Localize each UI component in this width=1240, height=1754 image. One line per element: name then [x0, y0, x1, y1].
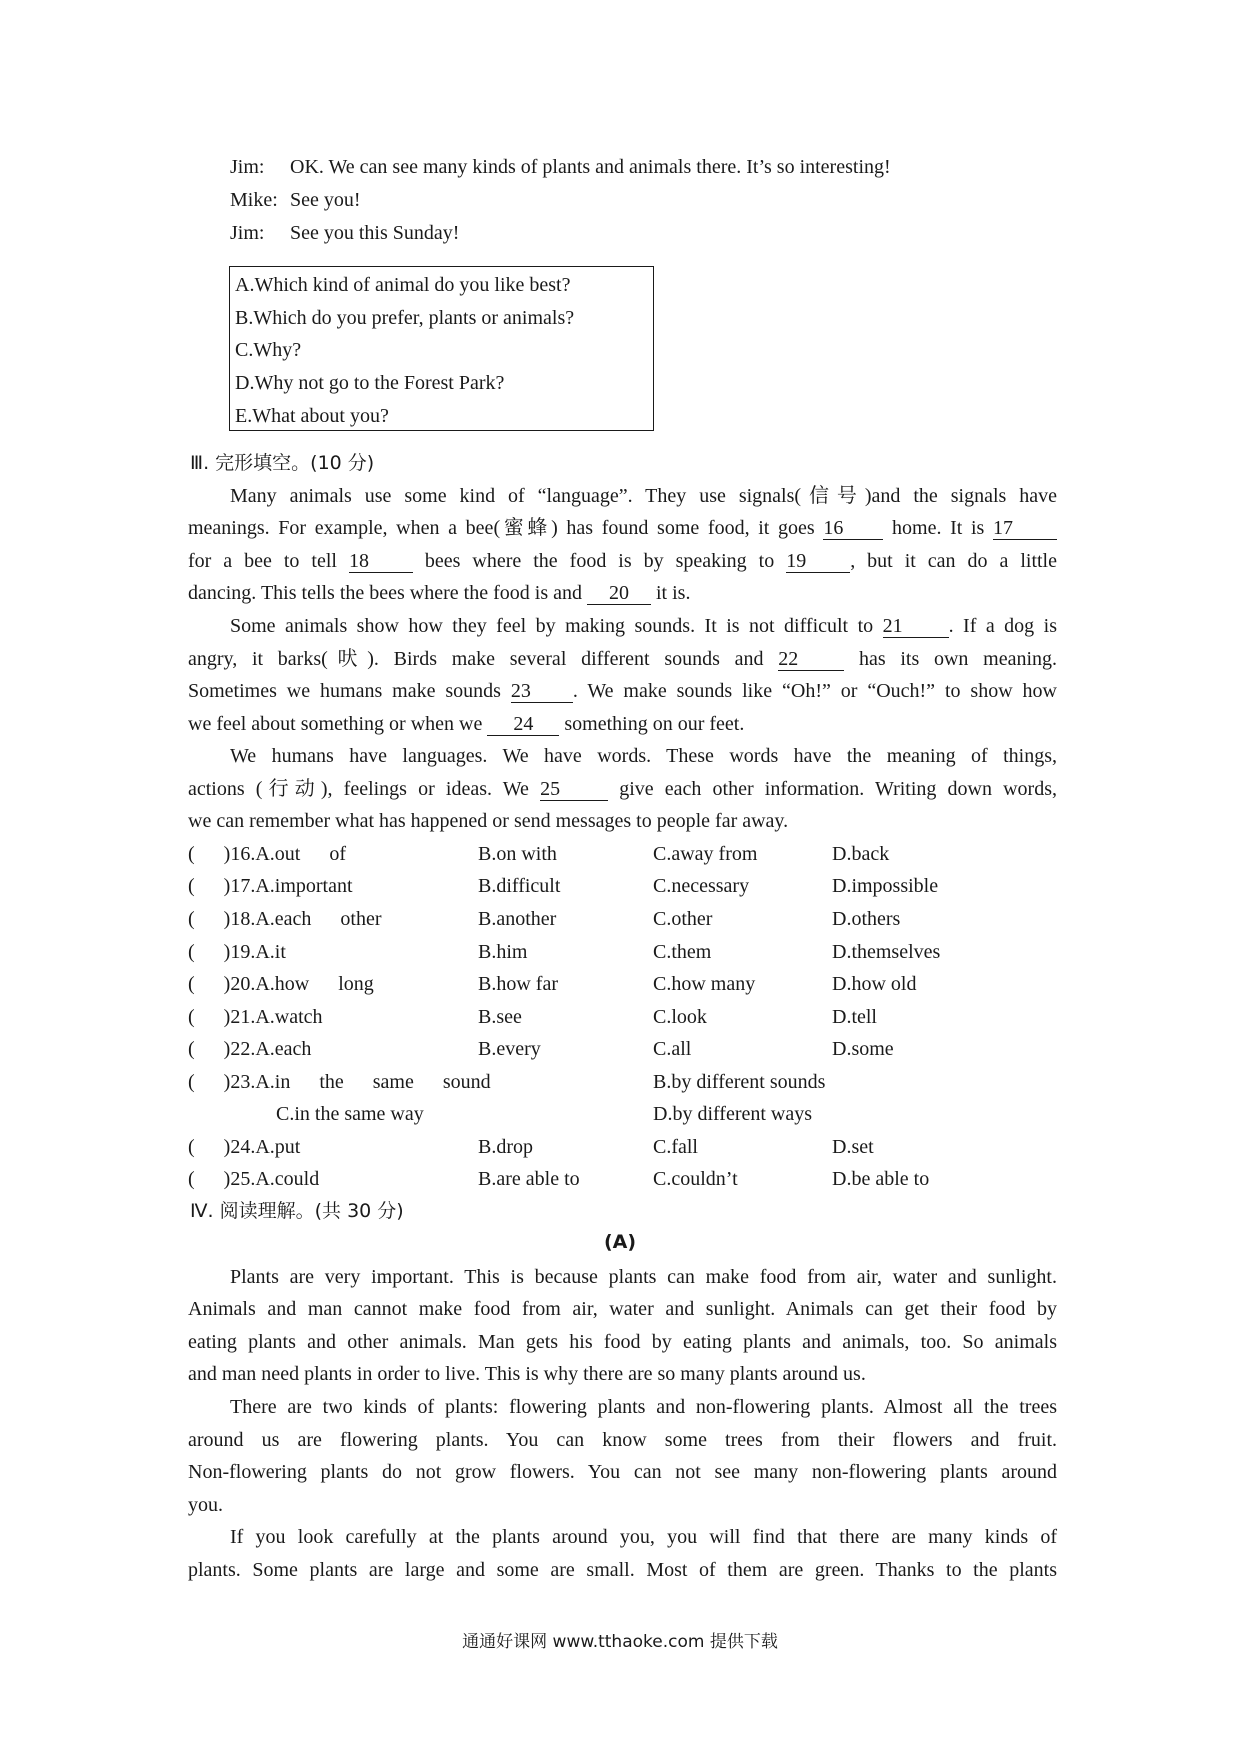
option-d: D.others: [832, 908, 901, 930]
question-number: ( )18.A.each other: [188, 908, 382, 930]
dialogue-line-2: [230, 187, 361, 213]
cloze-text: Sometimes we humans make sounds: [188, 680, 511, 702]
blank-16: 16: [823, 517, 883, 540]
option-c: C.all: [653, 1038, 692, 1060]
option-c: C.in the same way: [276, 1103, 424, 1125]
cloze-text: , but it can do a little: [850, 550, 1057, 572]
cloze-text: has its own meaning.: [844, 648, 1057, 670]
passage-line: Animals and man cannot make food from air, water and sunlight. Animals can get their food by: [188, 1298, 1057, 1320]
speaker: Mike:: [230, 189, 278, 211]
option-c: C.fall: [653, 1136, 698, 1158]
blank-25: 25: [540, 778, 608, 801]
cloze-text: Some animals show how they feel by making sounds. It is not difficult to: [230, 615, 883, 637]
option-b: B.how far: [478, 973, 558, 995]
cloze-line: Many animals use some kind of “language”. They use signals(信号)and the signals have: [230, 485, 1057, 507]
section-3-title: Ⅲ. 完形填空。(10 分): [190, 452, 375, 474]
blank-20: 20: [587, 582, 651, 605]
option-c: C.necessary: [653, 875, 750, 897]
option-b: B.every: [478, 1038, 541, 1060]
option-d: D.be able to: [832, 1168, 930, 1190]
box-option: B.Which do you prefer, plants or animals?: [235, 307, 575, 329]
passage-line: plants. Some plants are large and some are small. Most of them are green. Thanks to the plants: [188, 1559, 1057, 1581]
blank-19: 19: [786, 550, 850, 573]
dialogue-line-3: [230, 220, 459, 246]
passage-line: and man need plants in order to live. This is why there are so many plants around us.: [188, 1363, 866, 1385]
cloze-text: dancing. This tells the bees where the food is and: [188, 582, 587, 604]
utterance: OK. We can see many kinds of plants and animals there. It’s so interesting!: [290, 156, 891, 178]
cloze-line: we can remember what has happened or send messages to people far away.: [188, 810, 789, 832]
dialogue-line-1: [230, 154, 891, 180]
options-box: [229, 266, 654, 431]
cloze-text: something on our feet.: [559, 713, 745, 735]
option-d: D.themselves: [832, 941, 941, 963]
cloze-text: for a bee to tell: [188, 550, 349, 572]
option-b: B.him: [478, 941, 528, 963]
option-b: B.by different sounds: [653, 1071, 826, 1093]
cloze-line: [188, 776, 1057, 802]
cloze-text: actions (行动), feelings or ideas. We: [188, 778, 541, 800]
box-option: C.Why?: [235, 339, 302, 361]
cloze-text: we feel about something or when we: [188, 713, 488, 735]
page-footer: 通通好课网 www.tthaoke.com 提供下载: [462, 1632, 778, 1652]
option-b: B.are able to: [478, 1168, 580, 1190]
option-c: C.away from: [653, 843, 758, 865]
blank-18: 18: [349, 550, 413, 573]
question-number: ( )25.A.could: [188, 1168, 320, 1190]
blank-21: 21: [883, 615, 949, 638]
option-d: D.tell: [832, 1006, 877, 1028]
box-option: E.What about you?: [235, 405, 389, 427]
question-number: ( )20.A.how long: [188, 973, 374, 995]
option-d: D.impossible: [832, 875, 939, 897]
cloze-text: give each other information. Writing down words,: [608, 778, 1057, 800]
passage-line: Non-flowering plants do not grow flowers. You can not see many non-flowering plants around: [188, 1461, 1057, 1483]
box-option: A.Which kind of animal do you like best?: [235, 274, 571, 296]
option-c: C.couldn’t: [653, 1168, 738, 1190]
question-number: ( )23.A.in the same sound: [188, 1071, 491, 1093]
blank-22: 22: [778, 648, 844, 671]
cloze-line: [188, 646, 1057, 672]
box-option: D.Why not go to the Forest Park?: [235, 372, 505, 394]
cloze-text: . If a dog is: [948, 615, 1057, 637]
option-d: D.how old: [832, 973, 917, 995]
cloze-line: [230, 613, 1057, 639]
cloze-line: [188, 711, 744, 737]
option-d: D.set: [832, 1136, 874, 1158]
option-d: D.by different ways: [653, 1103, 813, 1125]
passage-line: you.: [188, 1494, 223, 1516]
utterance: See you this Sunday!: [290, 222, 460, 244]
cloze-line: [188, 515, 1057, 541]
option-b: B.on with: [478, 843, 557, 865]
cloze-text: angry, it barks(吠). Birds make several different sounds and: [188, 648, 779, 670]
option-c: C.them: [653, 941, 712, 963]
blank-24: 24: [487, 713, 559, 736]
passage-line: There are two kinds of plants: flowering plants and non-flowering plants. Almost all the trees: [230, 1396, 1057, 1418]
cloze-line: [188, 580, 690, 606]
cloze-line: [188, 678, 1057, 704]
option-b: B.see: [478, 1006, 522, 1028]
blank-23: 23: [511, 680, 573, 703]
passage-line: If you look carefully at the plants around you, you will find that there are many kinds of: [230, 1526, 1057, 1548]
question-number: ( )17.A.important: [188, 875, 353, 897]
cloze-text: bees where the food is by speaking to: [412, 550, 787, 572]
section-4-title: Ⅳ. 阅读理解。(共 30 分): [190, 1200, 404, 1222]
question-number: ( )22.A.each: [188, 1038, 312, 1060]
passage-label: (A): [603, 1231, 637, 1253]
cloze-line: We humans have languages. We have words. These words have the meaning of things,: [230, 745, 1057, 767]
passage-line: Plants are very important. This is because plants can make food from air, water and sunlight.: [230, 1266, 1057, 1288]
option-b: B.drop: [478, 1136, 533, 1158]
option-c: C.how many: [653, 973, 756, 995]
question-number: ( )21.A.watch: [188, 1006, 323, 1028]
passage-line: eating plants and other animals. Man gets his food by eating plants and animals, too. So animals: [188, 1331, 1057, 1353]
cloze-text: home. It is: [883, 517, 993, 539]
passage-line: around us are flowering plants. You can know some trees from their flowers and fruit.: [188, 1429, 1057, 1451]
question-number: ( )24.A.put: [188, 1136, 301, 1158]
option-c: C.other: [653, 908, 713, 930]
cloze-line: [188, 548, 1057, 574]
option-b: B.difficult: [478, 875, 561, 897]
question-number: ( )19.A.it: [188, 941, 286, 963]
option-d: D.back: [832, 843, 890, 865]
speaker: Jim:: [230, 156, 265, 178]
blank-17: 17: [993, 517, 1057, 540]
option-c: C.look: [653, 1006, 707, 1028]
option-b: B.another: [478, 908, 557, 930]
cloze-text: it is.: [650, 582, 691, 604]
cloze-text: meanings. For example, when a bee(蜜蜂) has found some food, it goes: [188, 517, 824, 539]
utterance: See you!: [290, 189, 361, 211]
option-d: D.some: [832, 1038, 894, 1060]
question-number: ( )16.A.out of: [188, 843, 346, 865]
speaker: Jim:: [230, 222, 265, 244]
cloze-text: . We make sounds like “Oh!” or “Ouch!” to show how: [572, 680, 1057, 702]
